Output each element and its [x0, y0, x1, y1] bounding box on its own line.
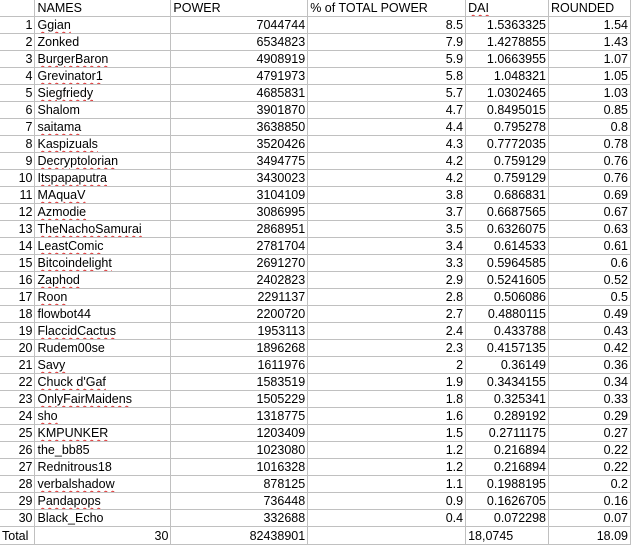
cell-name-text: Pandapops — [37, 494, 101, 508]
cell-dai[interactable]: 0.325341 — [466, 391, 549, 408]
cell-rounded[interactable]: 0.27 — [549, 425, 631, 442]
table-row — [0, 476, 631, 493]
cell-rounded[interactable]: 0.36 — [549, 357, 631, 374]
cell-rounded[interactable]: 0.16 — [549, 493, 631, 510]
cell-rounded[interactable]: 0.78 — [549, 136, 631, 153]
cell-pct-total-power[interactable]: 0.9 — [308, 493, 466, 510]
cell-power[interactable]: 3086995 — [171, 204, 308, 221]
cell-rounded[interactable]: 0.8 — [549, 119, 631, 136]
cell-pct-total-power[interactable]: 3.3 — [308, 255, 466, 272]
cell-pct-total-power[interactable]: 4.3 — [308, 136, 466, 153]
cell-index[interactable]: 25 — [0, 425, 35, 442]
table-row — [0, 374, 631, 391]
cell-index[interactable]: 26 — [0, 442, 35, 459]
cell-dai[interactable]: 0.2711175 — [466, 425, 549, 442]
cell-power[interactable]: 2691270 — [171, 255, 308, 272]
cell-pct-total-power[interactable]: 3.8 — [308, 187, 466, 204]
cell-index[interactable]: 19 — [0, 323, 35, 340]
cell-dai[interactable]: 0.1626705 — [466, 493, 549, 510]
cell-power[interactable]: 3638850 — [171, 119, 308, 136]
cell-pct-total-power[interactable]: 4.2 — [308, 153, 466, 170]
cell-pct-total-power[interactable]: 1.2 — [308, 442, 466, 459]
table-row — [0, 510, 631, 527]
cell-name[interactable] — [35, 340, 171, 357]
cell-name[interactable] — [35, 510, 171, 527]
cell-dai[interactable]: 0.8495015 — [466, 102, 549, 119]
table-row — [0, 493, 631, 510]
cell-name[interactable] — [35, 187, 171, 204]
cell-index[interactable]: 27 — [0, 459, 35, 476]
header-dai[interactable] — [466, 0, 549, 17]
cell-name-text: Grevinator1 — [37, 69, 103, 83]
table-row — [0, 68, 631, 85]
table-row — [0, 408, 631, 425]
cell-power[interactable]: 2868951 — [171, 221, 308, 238]
table-row — [0, 425, 631, 442]
table-row — [0, 136, 631, 153]
total-pct-empty[interactable] — [308, 527, 466, 545]
cell-blank-header[interactable] — [0, 0, 35, 17]
cell-dai[interactable]: 1.0302465 — [466, 85, 549, 102]
cell-power[interactable]: 4685831 — [171, 85, 308, 102]
cell-dai[interactable]: 1.5363325 — [466, 17, 549, 34]
cell-dai[interactable]: 0.216894 — [466, 459, 549, 476]
cell-rounded[interactable]: 0.42 — [549, 340, 631, 357]
cell-power[interactable]: 3430023 — [171, 170, 308, 187]
cell-index[interactable]: 29 — [0, 493, 35, 510]
cell-index[interactable]: 7 — [0, 119, 35, 136]
cell-power[interactable]: 3520426 — [171, 136, 308, 153]
cell-index[interactable]: 21 — [0, 357, 35, 374]
table-row — [0, 153, 631, 170]
table-row — [0, 459, 631, 476]
cell-dai[interactable]: 0.216894 — [466, 442, 549, 459]
cell-power[interactable]: 3901870 — [171, 102, 308, 119]
cell-name[interactable] — [35, 34, 171, 51]
cell-dai[interactable]: 0.433788 — [466, 323, 549, 340]
cell-pct-total-power[interactable]: 3.4 — [308, 238, 466, 255]
cell-pct-total-power[interactable]: 0.4 — [308, 510, 466, 527]
cell-name[interactable] — [35, 238, 171, 255]
cell-rounded[interactable]: 0.22 — [549, 442, 631, 459]
cell-index[interactable]: 11 — [0, 187, 35, 204]
cell-name-text: Itspapaputra — [37, 171, 107, 185]
table-row — [0, 442, 631, 459]
header-pct-total-power[interactable]: % of TOTAL POWER — [308, 0, 466, 17]
cell-rounded[interactable]: 1.54 — [549, 17, 631, 34]
cell-pct-total-power[interactable]: 5.8 — [308, 68, 466, 85]
table-row — [0, 187, 631, 204]
cell-rounded[interactable]: 0.2 — [549, 476, 631, 493]
header-names[interactable]: NAMES — [35, 0, 171, 17]
cell-name[interactable] — [35, 51, 171, 68]
cell-index[interactable]: 16 — [0, 272, 35, 289]
cell-power[interactable]: 6534823 — [171, 34, 308, 51]
total-row — [0, 527, 631, 545]
cell-name[interactable] — [35, 255, 171, 272]
cell-dai[interactable]: 0.6687565 — [466, 204, 549, 221]
cell-dai[interactable]: 0.289192 — [466, 408, 549, 425]
cell-pct-total-power[interactable]: 2.8 — [308, 289, 466, 306]
cell-power[interactable]: 1203409 — [171, 425, 308, 442]
cell-name-text: BurgerBaron — [37, 52, 109, 66]
header-power[interactable]: POWER — [171, 0, 308, 17]
cell-name-text: Rednitrous18 — [37, 460, 112, 474]
cell-name[interactable] — [35, 102, 171, 119]
cell-power[interactable]: 1611976 — [171, 357, 308, 374]
cell-power[interactable]: 1016328 — [171, 459, 308, 476]
cell-dai[interactable]: 1.048321 — [466, 68, 549, 85]
cell-dai[interactable]: 0.072298 — [466, 510, 549, 527]
cell-index[interactable]: 8 — [0, 136, 35, 153]
cell-dai[interactable]: 0.506086 — [466, 289, 549, 306]
cell-name[interactable] — [35, 17, 171, 34]
cell-name-text: FlaccidCactus — [37, 324, 116, 338]
cell-index[interactable]: 6 — [0, 102, 35, 119]
cell-rounded[interactable]: 0.69 — [549, 187, 631, 204]
table-row — [0, 51, 631, 68]
cell-pct-total-power[interactable]: 4.7 — [308, 102, 466, 119]
cell-name[interactable] — [35, 119, 171, 136]
total-power[interactable]: 82438901 — [171, 527, 308, 545]
cell-name-text: Kaspizuals — [37, 137, 98, 151]
cell-index[interactable]: 20 — [0, 340, 35, 357]
cell-name-text: Savy — [37, 358, 66, 372]
cell-name-text: flowbot44 — [37, 307, 91, 321]
cell-rounded[interactable]: 0.67 — [549, 204, 631, 221]
cell-name-text: verbalshadow — [37, 477, 115, 491]
cell-rounded[interactable]: 1.07 — [549, 51, 631, 68]
cell-name-text: TheNachoSamurai — [37, 222, 142, 236]
table-row — [0, 391, 631, 408]
table-row — [0, 119, 631, 136]
total-rounded[interactable]: 18.09 — [549, 527, 631, 545]
table-row — [0, 102, 631, 119]
cell-pct-total-power[interactable]: 4.4 — [308, 119, 466, 136]
cell-pct-total-power[interactable]: 1.6 — [308, 408, 466, 425]
header-row — [0, 0, 631, 17]
cell-name[interactable] — [35, 153, 171, 170]
cell-name-text: Black_Echo — [37, 511, 104, 525]
cell-name-text: saitama — [37, 120, 82, 134]
cell-pct-total-power[interactable]: 1.5 — [308, 425, 466, 442]
cell-dai[interactable]: 0.1988195 — [466, 476, 549, 493]
cell-name[interactable] — [35, 136, 171, 153]
cell-index[interactable]: 23 — [0, 391, 35, 408]
cell-name-text: Bitcoindelight — [37, 256, 112, 270]
cell-power[interactable]: 3104109 — [171, 187, 308, 204]
cell-name-text: MAquaV — [37, 188, 86, 202]
cell-power[interactable]: 1023080 — [171, 442, 308, 459]
cell-power[interactable]: 1505229 — [171, 391, 308, 408]
cell-name[interactable] — [35, 170, 171, 187]
total-count[interactable]: 30 — [35, 527, 171, 545]
cell-power[interactable]: 1953113 — [171, 323, 308, 340]
cell-index[interactable]: 14 — [0, 238, 35, 255]
cell-pct-total-power[interactable]: 2.7 — [308, 306, 466, 323]
header-dai-text: DAI — [468, 1, 489, 15]
cell-index[interactable]: 24 — [0, 408, 35, 425]
cell-name-text: Zonked — [37, 35, 80, 49]
cell-rounded[interactable]: 0.49 — [549, 306, 631, 323]
table-row — [0, 272, 631, 289]
cell-index[interactable]: 17 — [0, 289, 35, 306]
cell-power[interactable]: 7044744 — [171, 17, 308, 34]
cell-index[interactable]: 3 — [0, 51, 35, 68]
cell-rounded[interactable]: 0.63 — [549, 221, 631, 238]
cell-index[interactable]: 4 — [0, 68, 35, 85]
cell-dai[interactable]: 1.4278855 — [466, 34, 549, 51]
cell-power[interactable]: 1318775 — [171, 408, 308, 425]
cell-pct-total-power[interactable]: 2.4 — [308, 323, 466, 340]
cell-dai[interactable]: 0.3434155 — [466, 374, 549, 391]
cell-name-text: the_bb85 — [37, 443, 90, 457]
total-label[interactable]: Total — [0, 527, 35, 545]
cell-pct-total-power[interactable]: 4.2 — [308, 170, 466, 187]
cell-name-text: OnlyFairMaidens — [37, 392, 132, 406]
cell-pct-total-power[interactable]: 1.8 — [308, 391, 466, 408]
cell-pct-total-power[interactable]: 3.5 — [308, 221, 466, 238]
cell-name[interactable] — [35, 306, 171, 323]
cell-pct-total-power[interactable]: 5.9 — [308, 51, 466, 68]
cell-power[interactable]: 2291137 — [171, 289, 308, 306]
cell-power[interactable]: 332688 — [171, 510, 308, 527]
cell-index[interactable]: 10 — [0, 170, 35, 187]
table-row — [0, 289, 631, 306]
cell-name-text: Chuck d'Gaf — [37, 375, 106, 389]
cell-name-text: sho — [37, 409, 58, 423]
cell-dai[interactable]: 0.7772035 — [466, 136, 549, 153]
cell-dai[interactable]: 0.795278 — [466, 119, 549, 136]
cell-name[interactable] — [35, 442, 171, 459]
cell-dai[interactable]: 0.4157135 — [466, 340, 549, 357]
cell-dai[interactable]: 0.6326075 — [466, 221, 549, 238]
table-row — [0, 204, 631, 221]
cell-dai[interactable]: 0.4880115 — [466, 306, 549, 323]
cell-power[interactable]: 2200720 — [171, 306, 308, 323]
cell-index[interactable]: 18 — [0, 306, 35, 323]
cell-pct-total-power[interactable]: 8.5 — [308, 17, 466, 34]
cell-pct-total-power[interactable]: 1.2 — [308, 459, 466, 476]
cell-name[interactable] — [35, 85, 171, 102]
cell-rounded[interactable]: 1.43 — [549, 34, 631, 51]
table-row — [0, 340, 631, 357]
cell-dai[interactable]: 0.36149 — [466, 357, 549, 374]
cell-rounded[interactable]: 0.43 — [549, 323, 631, 340]
cell-name-text: Shalom — [37, 103, 80, 117]
cell-dai[interactable]: 1.0663955 — [466, 51, 549, 68]
cell-name-text: Roon — [37, 290, 68, 304]
cell-pct-total-power[interactable]: 7.9 — [308, 34, 466, 51]
cell-name[interactable] — [35, 289, 171, 306]
cell-index[interactable]: 22 — [0, 374, 35, 391]
cell-name[interactable] — [35, 493, 171, 510]
cell-rounded[interactable]: 1.03 — [549, 85, 631, 102]
cell-pct-total-power[interactable]: 2.9 — [308, 272, 466, 289]
cell-index[interactable]: 30 — [0, 510, 35, 527]
cell-rounded[interactable]: 0.5 — [549, 289, 631, 306]
cell-pct-total-power[interactable]: 5.7 — [308, 85, 466, 102]
cell-pct-total-power[interactable]: 2 — [308, 357, 466, 374]
cell-name[interactable] — [35, 323, 171, 340]
cell-index[interactable]: 5 — [0, 85, 35, 102]
cell-dai[interactable]: 0.5241605 — [466, 272, 549, 289]
cell-rounded[interactable]: 0.22 — [549, 459, 631, 476]
cell-name[interactable] — [35, 408, 171, 425]
cell-rounded[interactable]: 0.52 — [549, 272, 631, 289]
cell-index[interactable]: 28 — [0, 476, 35, 493]
cell-rounded[interactable]: 0.76 — [549, 170, 631, 187]
cell-rounded[interactable]: 0.61 — [549, 238, 631, 255]
cell-name[interactable] — [35, 476, 171, 493]
cell-name[interactable] — [35, 357, 171, 374]
table-row — [0, 255, 631, 272]
cell-name-text: Siegfriedy — [37, 86, 94, 100]
cell-name[interactable] — [35, 459, 171, 476]
cell-rounded[interactable]: 0.33 — [549, 391, 631, 408]
cell-power[interactable]: 736448 — [171, 493, 308, 510]
cell-name-text: Rudem00se — [37, 341, 105, 355]
table-row — [0, 17, 631, 34]
cell-index[interactable]: 12 — [0, 204, 35, 221]
table-row — [0, 221, 631, 238]
cell-rounded[interactable]: 0.34 — [549, 374, 631, 391]
cell-dai[interactable]: 0.759129 — [466, 153, 549, 170]
cell-name[interactable] — [35, 391, 171, 408]
cell-name-text: Azmodie — [37, 205, 87, 219]
table-row — [0, 306, 631, 323]
header-rounded[interactable]: ROUNDED — [549, 0, 631, 17]
cell-index[interactable]: 1 — [0, 17, 35, 34]
cell-rounded[interactable]: 0.85 — [549, 102, 631, 119]
cell-name-text: KMPUNKER — [37, 426, 109, 440]
cell-power[interactable]: 4791973 — [171, 68, 308, 85]
cell-pct-total-power[interactable]: 1.9 — [308, 374, 466, 391]
cell-power[interactable]: 2402823 — [171, 272, 308, 289]
cell-rounded[interactable]: 1.05 — [549, 68, 631, 85]
cell-name[interactable] — [35, 221, 171, 238]
table-row — [0, 238, 631, 255]
cell-name[interactable] — [35, 204, 171, 221]
cell-dai[interactable]: 0.614533 — [466, 238, 549, 255]
cell-name[interactable] — [35, 374, 171, 391]
cell-name[interactable] — [35, 425, 171, 442]
cell-name[interactable] — [35, 272, 171, 289]
cell-rounded[interactable]: 0.07 — [549, 510, 631, 527]
cell-pct-total-power[interactable]: 3.7 — [308, 204, 466, 221]
table-row — [0, 357, 631, 374]
table-row — [0, 323, 631, 340]
cell-name-text: Zaphod — [37, 273, 80, 287]
total-dai[interactable]: 18,0745 — [466, 527, 549, 545]
cell-index[interactable]: 2 — [0, 34, 35, 51]
cell-rounded[interactable]: 0.76 — [549, 153, 631, 170]
cell-pct-total-power[interactable]: 1.1 — [308, 476, 466, 493]
cell-power[interactable]: 878125 — [171, 476, 308, 493]
cell-power[interactable]: 3494775 — [171, 153, 308, 170]
cell-power[interactable]: 2781704 — [171, 238, 308, 255]
table-row — [0, 34, 631, 51]
cell-power[interactable]: 1583519 — [171, 374, 308, 391]
cell-index[interactable]: 15 — [0, 255, 35, 272]
cell-dai[interactable]: 0.686831 — [466, 187, 549, 204]
cell-name-text: LeastComic — [37, 239, 104, 253]
cell-power[interactable]: 1896268 — [171, 340, 308, 357]
cell-dai[interactable]: 0.759129 — [466, 170, 549, 187]
cell-rounded[interactable]: 0.6 — [549, 255, 631, 272]
cell-name[interactable] — [35, 68, 171, 85]
table-row — [0, 85, 631, 102]
cell-rounded[interactable]: 0.29 — [549, 408, 631, 425]
cell-name-text: Decryptolorian — [37, 154, 119, 168]
cell-power[interactable]: 4908919 — [171, 51, 308, 68]
cell-name-text: Ggian — [37, 18, 71, 32]
cell-pct-total-power[interactable]: 2.3 — [308, 340, 466, 357]
table-row — [0, 170, 631, 187]
cell-index[interactable]: 13 — [0, 221, 35, 238]
cell-dai[interactable]: 0.5964585 — [466, 255, 549, 272]
cell-index[interactable]: 9 — [0, 153, 35, 170]
